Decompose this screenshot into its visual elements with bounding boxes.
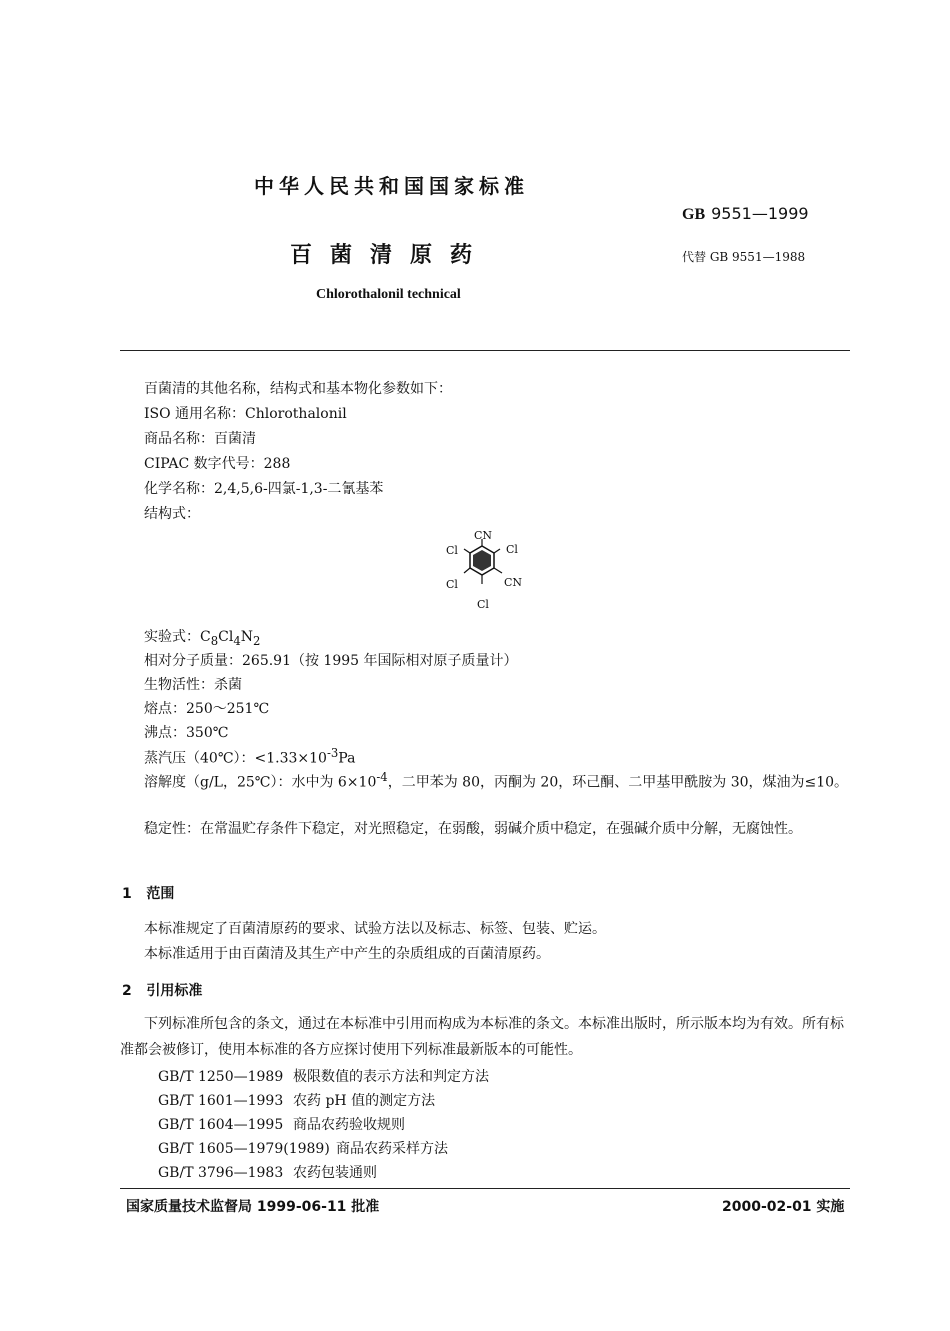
bond-cl-right-top	[494, 549, 500, 553]
section-1-title: 范围	[146, 886, 175, 902]
solubility	[120, 764, 850, 796]
solubility-lead: 溶解度（g/L，25℃）：水中为 6×10	[144, 774, 377, 791]
reference-code: GB/T 3796—1983	[158, 1165, 284, 1181]
formula-c-count: 8	[210, 633, 219, 648]
effective-date: 2000-02-01 实施	[722, 1199, 845, 1215]
stability: 稳定性：在常温贮存条件下稳定，对光照稳定，在弱酸，弱碱介质中稳定，在强碱介质中分解，无腐蚀性。	[144, 821, 802, 837]
scope-paragraph-2: 本标准适用于由百菌清及其生产中产生的杂质组成的百菌清原药。	[144, 946, 550, 962]
reference-title: 农药 pH 值的测定方法	[293, 1093, 436, 1109]
label-cl-bottom: Cl	[477, 598, 489, 611]
bond-cl-left-top	[464, 549, 470, 553]
reference-title: 农药包装通则	[293, 1165, 377, 1181]
reference-item	[158, 1162, 377, 1182]
cipac-code: CIPAC 数字代号：288	[144, 456, 291, 472]
reference-item	[158, 1114, 405, 1134]
vapor-pressure-unit: Pa	[338, 750, 356, 767]
vapor-pressure-value: 蒸汽压（40℃）：<1.33×10	[144, 750, 327, 767]
section-1-heading	[122, 883, 174, 903]
label-cn-right: CN	[504, 576, 523, 589]
vapor-pressure-exponent: -3	[326, 746, 339, 760]
normative-references-paragraph: 下列标准所包含的条文，通过在本标准中引用而构成为本标准的条文。本标准出版时，所示版本均为有效。所有标准都会被修订，使用本标准的各方应探讨使用下列标准最新版本的可能性。	[120, 1016, 844, 1058]
formula-n: N	[240, 629, 254, 645]
national-standard-heading: 中华人民共和国国家标准	[254, 174, 529, 198]
chemical-structure	[440, 528, 540, 616]
label-cl-left-bottom: Cl	[446, 578, 458, 591]
section-2-number: 2	[122, 983, 132, 999]
label-cl-left-top: Cl	[446, 544, 458, 557]
standard-code: 9551—1999	[711, 204, 809, 223]
reference-item	[158, 1066, 489, 1086]
formula-n-count: 2	[253, 633, 261, 648]
standard-prefix: GB	[682, 206, 706, 223]
reference-item	[158, 1138, 448, 1158]
bio-activity: 生物活性：杀菌	[144, 677, 242, 693]
solubility-exponent: -4	[376, 770, 388, 784]
standard-number	[682, 204, 809, 224]
boiling-point: 沸点：350℃	[144, 725, 229, 741]
replaces-note: 代替 GB 9551—1988	[682, 250, 806, 264]
reference-code: GB/T 1601—1993	[158, 1093, 284, 1109]
reference-title: 商品农药验收规则	[293, 1117, 405, 1133]
approval-date: 国家质量技术监督局 1999-06-11 批准	[126, 1199, 380, 1215]
solubility-rest: ，二甲苯为 80，丙酮为 20，环己酮、二甲基甲酰胺为 30，煤油为≤10。	[387, 774, 849, 791]
section-2-heading	[122, 980, 202, 1000]
formula-cl: Cl	[218, 629, 234, 645]
section-2-title: 引用标准	[146, 983, 203, 999]
label-cn-top: CN	[474, 529, 493, 542]
reference-code: GB/T 1604—1995	[158, 1117, 284, 1133]
reference-code: GB/T 1250—1989	[158, 1069, 284, 1085]
reference-code: GB/T 1605—1979(1989)	[158, 1141, 330, 1157]
bond-cl-left-bottom	[464, 568, 470, 573]
structure-label: 结构式：	[144, 506, 200, 522]
ring-shading	[473, 550, 491, 571]
header-divider	[120, 350, 850, 351]
reference-item	[158, 1090, 435, 1110]
structure-svg	[440, 528, 540, 616]
footer-divider	[120, 1188, 850, 1189]
molar-mass: 相对分子质量：265.91（按 1995 年国际相对原子质量计）	[144, 653, 518, 669]
reference-title: 极限数值的表示方法和判定方法	[293, 1069, 489, 1085]
document-title: 百菌清原药	[290, 243, 491, 268]
formula-cl-count: 4	[233, 633, 241, 648]
bond-cn-right	[494, 568, 502, 573]
melting-point: 熔点：250～251℃	[144, 701, 270, 717]
scope-paragraph-1: 本标准规定了百菌清原药的要求、试验方法以及标志、标签、包装、贮运。	[144, 921, 606, 937]
empirical-formula	[144, 626, 260, 648]
reference-title: 商品农药采样方法	[336, 1141, 448, 1157]
section-1-number: 1	[122, 886, 132, 902]
chemical-name: 化学名称：2,4,5,6-四氯-1,3-二氰基苯	[144, 481, 384, 497]
intro-lead: 百菌清的其他名称，结构式和基本物化参数如下：	[144, 381, 452, 397]
formula-prefix: 实验式：C	[144, 629, 211, 645]
trade-name: 商品名称：百菌清	[144, 431, 256, 447]
english-title: Chlorothalonil technical	[316, 287, 461, 302]
iso-name: ISO 通用名称：Chlorothalonil	[144, 406, 347, 422]
label-cl-right-top: Cl	[506, 543, 518, 556]
